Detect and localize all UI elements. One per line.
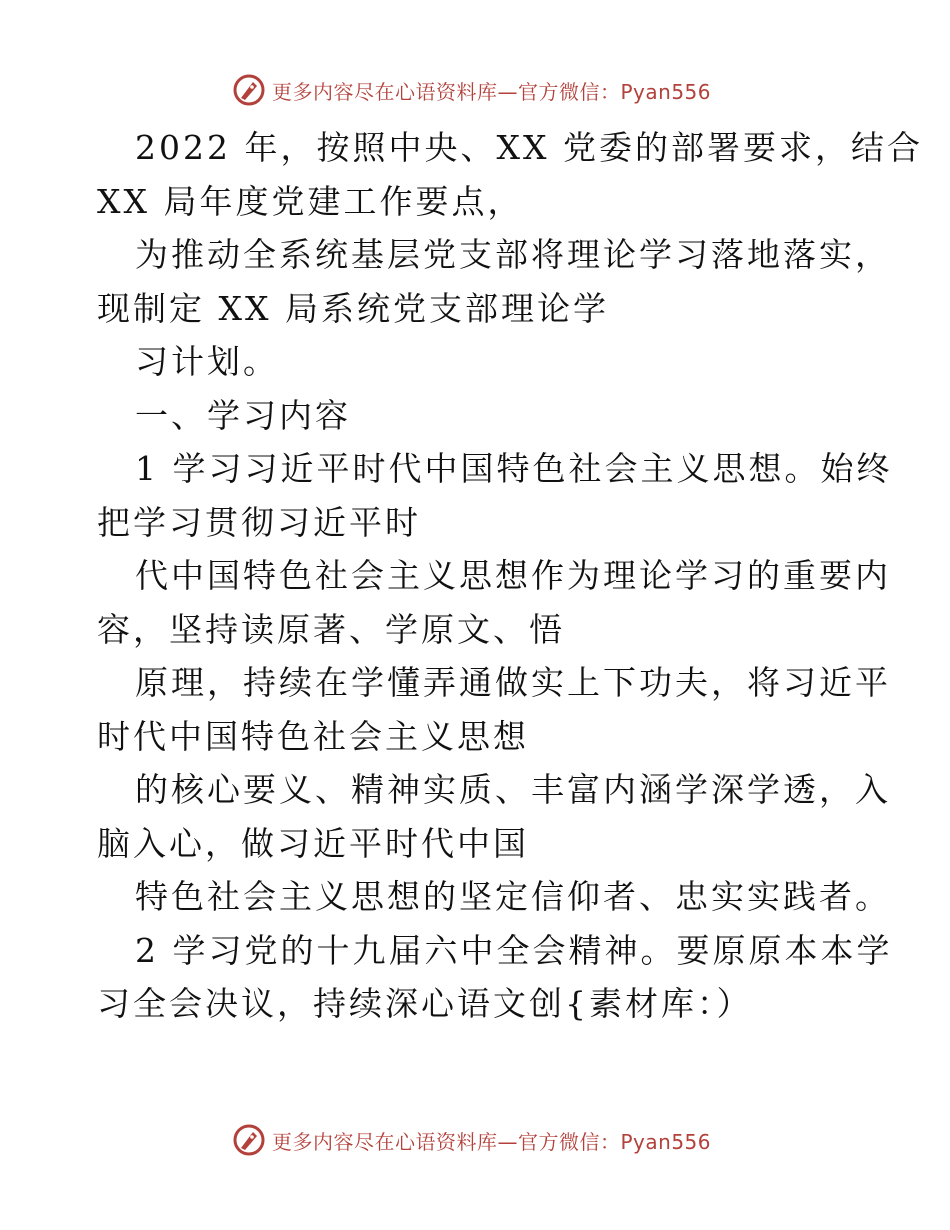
text-line: 2 学习党的十九届六中全会精神。要原原本本学 [135, 930, 893, 970]
text-line: 现制定 XX 局系统党支部理论学 [97, 288, 609, 328]
text-line: 为推动全系统基层党支部将理论学习落地落实， [135, 235, 891, 274]
pen-nib-circle-icon [232, 1123, 266, 1157]
text-line: 1 学习习近平时代中国特色社会主义思想。始终 [135, 449, 893, 488]
text-line: 习计划。 [135, 342, 279, 381]
text-line: 容，坚持读原著、学原文、悟 [97, 609, 565, 649]
footer-watermark-banner [232, 1120, 711, 1160]
text-line: 一、学习内容 [135, 395, 351, 435]
text-line: 习全会决议，持续深心语文创{素材库：） [97, 984, 753, 1023]
footer-watermark-text: 更多内容尽在心语资料库—官方微信：Pyan556 [272, 1129, 712, 1154]
text-line: 代中国特色社会主义思想作为理论学习的重要内 [135, 556, 891, 595]
pen-nib-circle-icon [232, 73, 266, 107]
header-watermark-text: 更多内容尽在心语资料库—官方微信：Pyan556 [272, 79, 712, 104]
text-line: 的核心要义、精神实质、丰富内涵学深学透，入 [135, 770, 891, 809]
text-line: 脑入心，做习近平时代中国 [97, 823, 529, 863]
document-body [97, 121, 923, 1031]
text-line: 特色社会主义思想的坚定信仰者、忠实实践者。 [135, 877, 891, 916]
text-line: XX 局年度党建工作要点， [97, 181, 524, 221]
header-watermark-banner [232, 70, 711, 110]
text-line: 把学习贯彻习近平时 [97, 502, 421, 542]
text-line: 时代中国特色社会主义思想 [97, 716, 529, 756]
text-line: 2022 年，按照中央、XX 党委的部署要求，结合 [135, 128, 923, 167]
text-line: 原理，持续在学懂弄通做实上下功夫，将习近平 [135, 663, 891, 702]
